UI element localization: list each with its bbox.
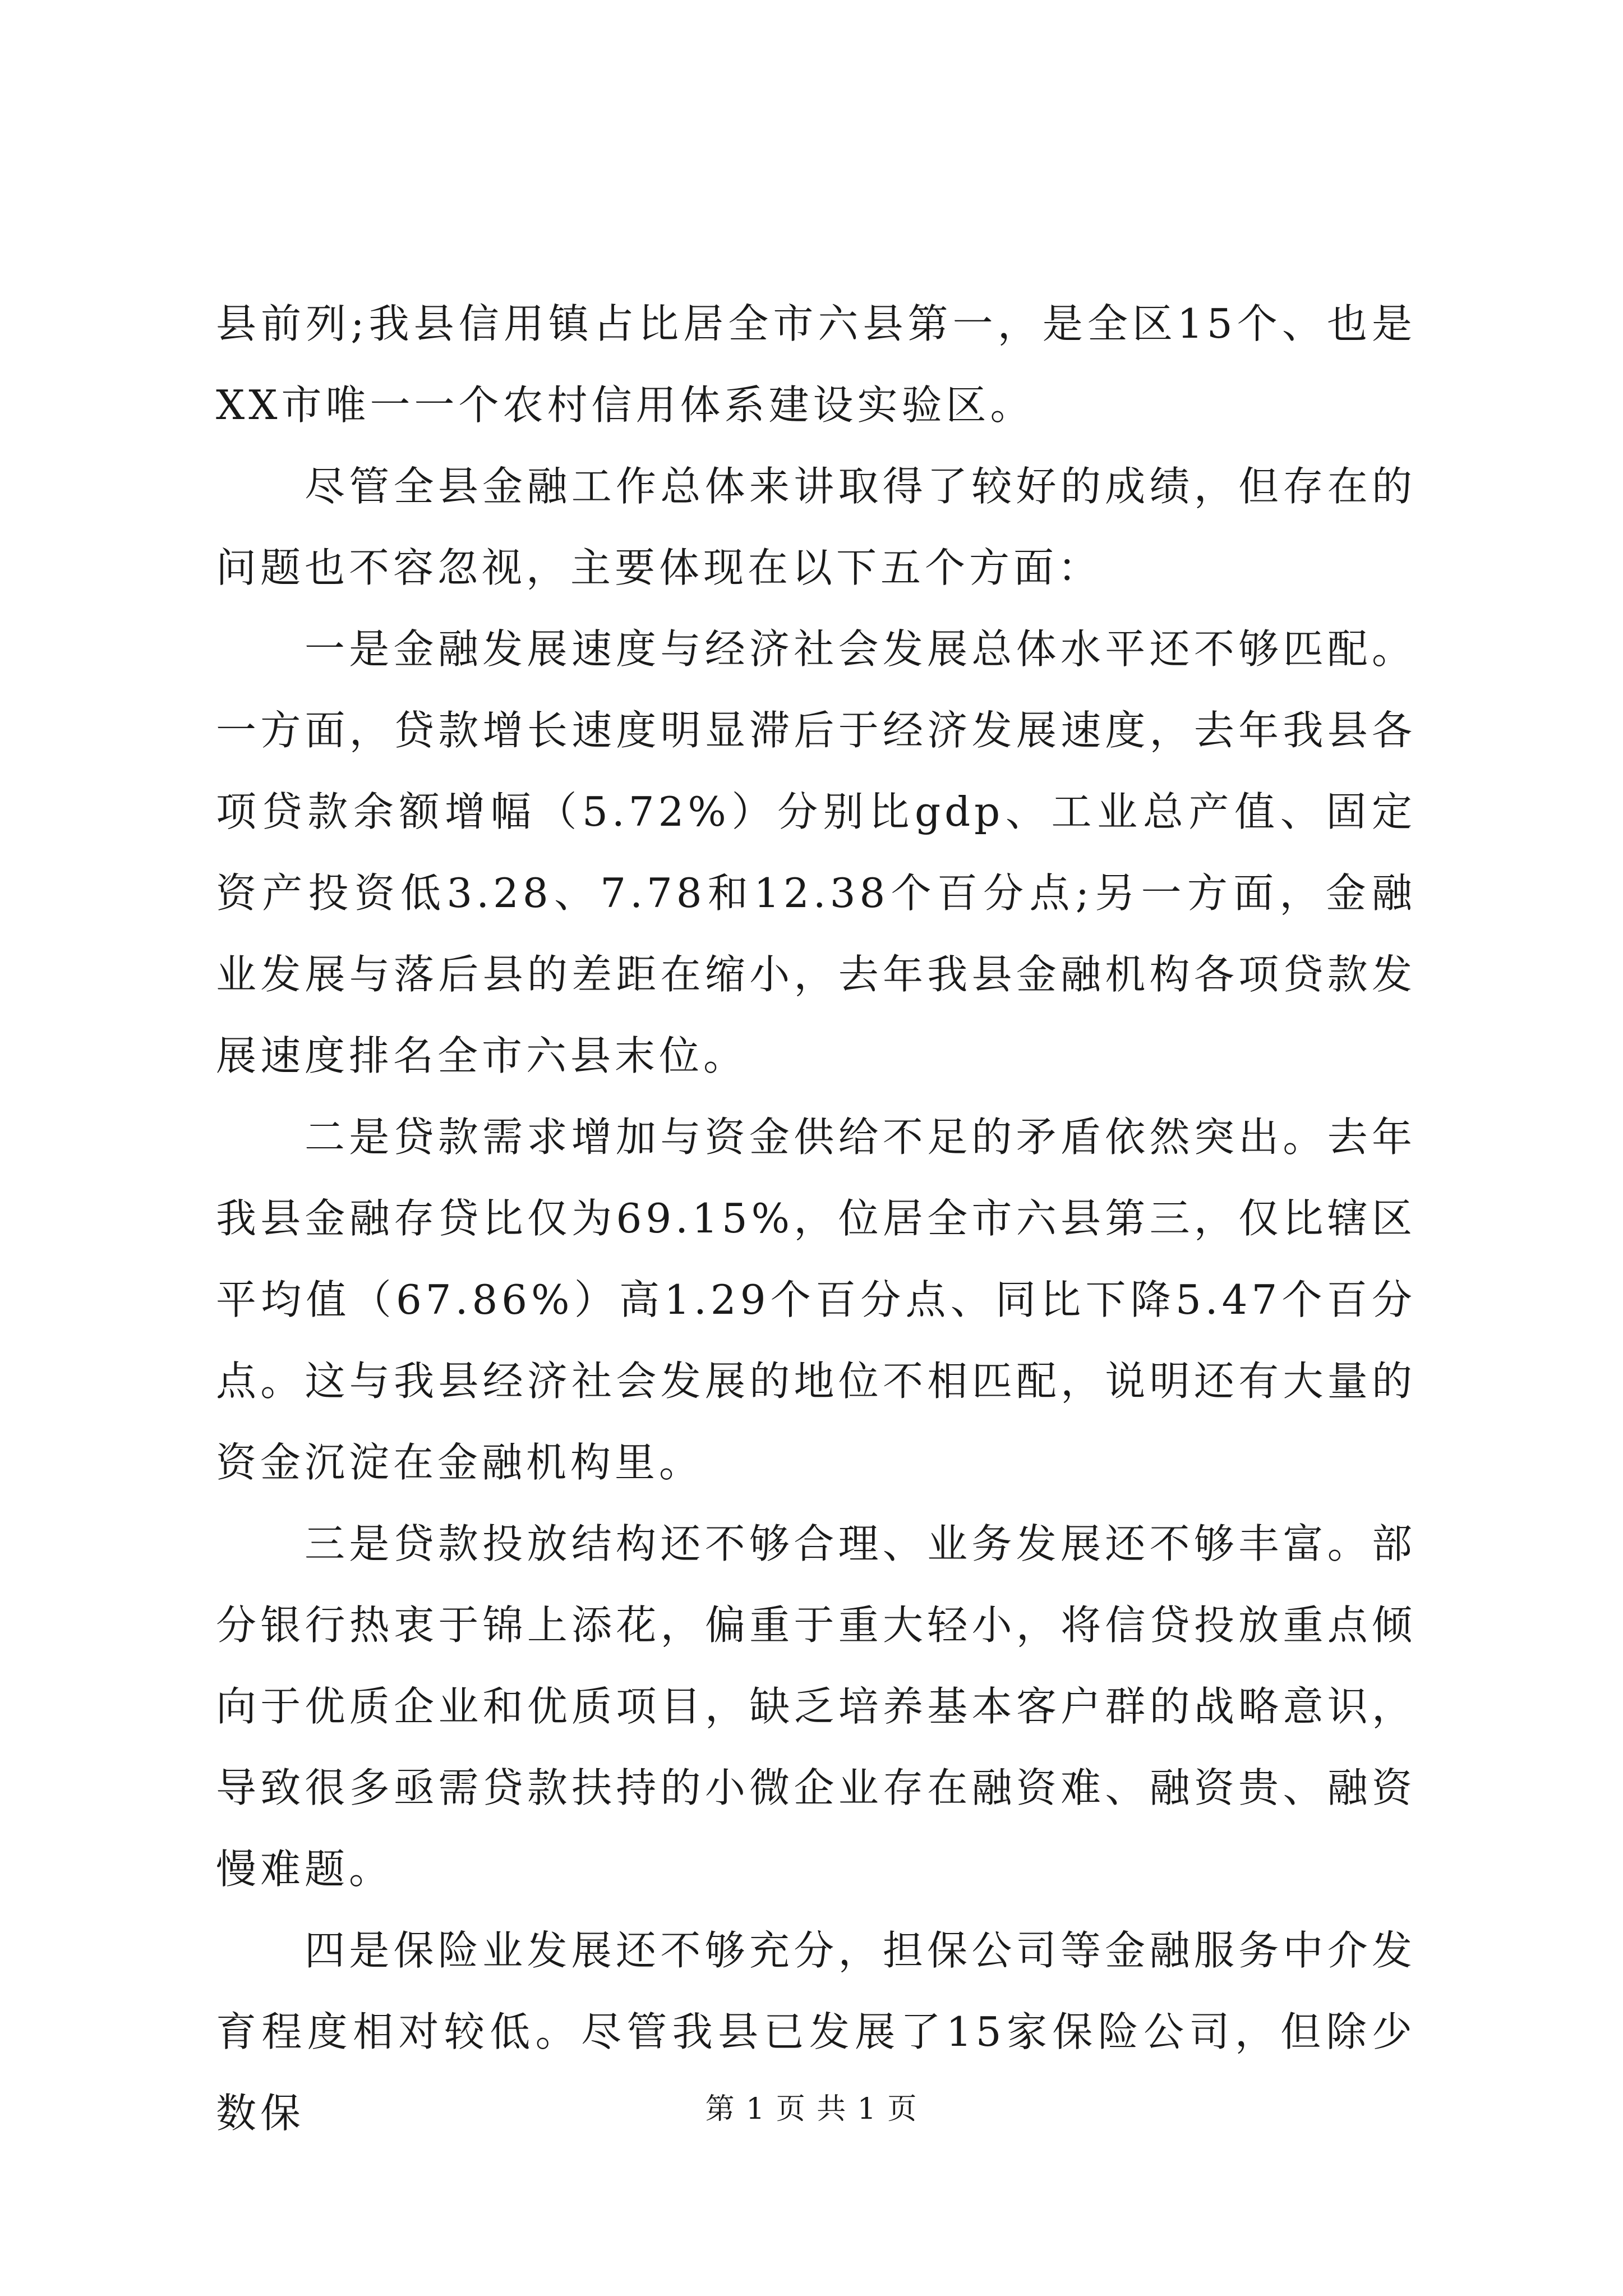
paragraph-5: 三是贷款投放结构还不够合理、业务发展还不够丰富。部分银行热衷于锦上添花，偏重于重大轻小，将信贷投放重点倾向于优质企业和优质项目，缺乏培养基本客户群的战略意识，导致很多亟需贷款扶持的小微企业存在融资难、融资贵、融资慢难题。: [216, 1520, 1416, 1893]
paragraph-1: 县前列;我县信用镇占比居全市六县第一，是全区15个、也是XX市唯一一个农村信用体系建设实验区。: [216, 300, 1416, 429]
paragraph-4: 二是贷款需求增加与资金供给不足的矛盾依然突出。去年我县金融存贷比仅为69.15%，位居全市六县第三，仅比辖区平均值（67.86%）高1.29个百分点、同比下降5.47个百分点。这与我县经济社会发展的地位不相匹配，说明还有大量的资金沉淀在金融机构里。: [216, 1114, 1416, 1486]
page-number-footer: 第 1 页 共 1 页: [705, 2092, 918, 2126]
paragraph-6: 四是保险业发展还不够充分，担保公司等金融服务中介发育程度相对较低。尽管我县已发展了15家保险公司，但除少数保: [216, 1927, 1416, 2137]
paragraph-3: 一是金融发展速度与经济社会发展总体水平还不够匹配。一方面，贷款增长速度明显滞后于经济发展速度，去年我县各项贷款余额增幅（5.72%）分别比gdp、工业总产值、固定资产投资低3.28、7.78和12.38个百分点;另一方面，金融业发展与落后县的差距在缩小，去年我县金融机构各项贷款发展速度排名全市六县末位。: [216, 625, 1416, 1079]
paragraph-2: 尽管全县金融工作总体来讲取得了较好的成绩，但存在的问题也不容忽视，主要体现在以下五个方面：: [216, 463, 1416, 591]
document-body: [216, 283, 1416, 2154]
